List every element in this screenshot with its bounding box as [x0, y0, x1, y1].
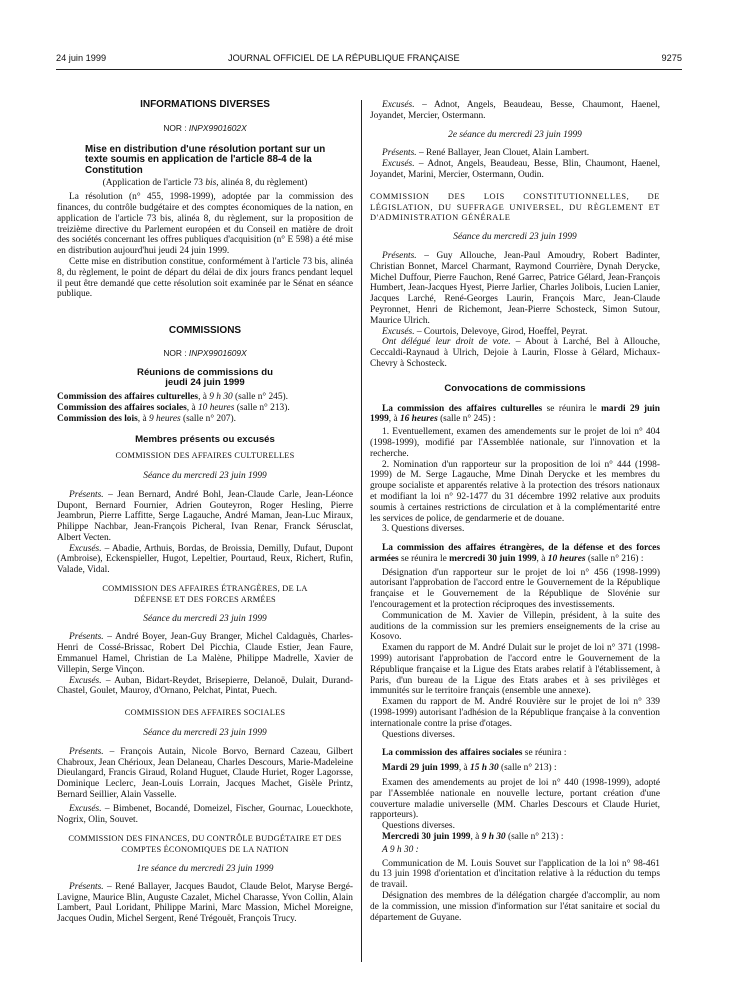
agenda-item: 1. Eventuellement, examen des amendements sur le projet de loi n° 404 (1998-1999), modifié par l'Assemblée nationale, sur l'innovation et la recherche.	[370, 427, 660, 459]
header-page-number: 9275	[661, 53, 682, 63]
convocation-cult-intro	[370, 404, 660, 426]
excuses-label: Excusés.	[69, 543, 102, 554]
fin-excuses-1	[370, 100, 660, 122]
agenda-item: Communication de M. Xavier de Villepin, président, à la suite des auditions de la commission sur les premiers enseignements de la crise au Kosovo.	[370, 610, 660, 643]
convocation-time: 15 h 30	[470, 763, 499, 774]
left-column	[57, 100, 353, 925]
convocation-date: mercredi 30 juin 1999	[449, 553, 537, 564]
convocation-time: 10 heures	[547, 553, 586, 564]
nor-prefix: NOR :	[163, 347, 189, 358]
lois-seance: Séance du mercredi 23 juin 1999	[453, 232, 577, 243]
excuses-list: – Auban, Bidart-Reydet, Brisepierre, Delanoë, Dulait, Durand-Chastel, Goulet, Mauroy, d'Ornano, Pelchat, Pintat, Puech.	[57, 675, 353, 697]
reunion-name: Commission des affaires culturelles	[57, 391, 199, 402]
cult-commission-title: COMMISSION DES AFFAIRES CULTURELLES	[115, 451, 295, 461]
agenda-item: 2. Nomination d'un rapporteur sur la proposition de loi n° 444 (1998-1999) de M. Serge Lagauche, Mme Dinah Derycke et les membres du groupe socialiste et apparentés relative à la protection des trésors nationaux et modifiant la loi n° 92-1477 du 31 décembre 1992 relative aux produits soumis à certaines restrictions de circulation et à la complémentarité entre les services de police, de gendarmerie et de douane.	[370, 459, 660, 524]
presents-list: – Jean Bernard, André Bohl, Jean-Claude Carle, Jean-Léonce Dupont, Bernard Fournier, Adrien Gouteyron, Roger Hesling, Pierre Jeambrun, Pierre Laffitte, Serge Lagauche, André Maman, Jean-Luc Miraux, Philippe Nachbar, Jean-François Picheral, Ivan Renar, Franck Sérusclat, Albert Vecten.	[57, 489, 353, 543]
excuses-list: – Abadie, Arthuis, Bordas, de Broissia, Demilly, Dufaut, Dupont (Ambroise), Eckenspieller, Hugot, Lepeltier, Pourtaud, Reux, Richert, Rufin, Valade, Vidal.	[57, 543, 353, 576]
text-part: , à	[470, 832, 482, 843]
header-journal-title: JOURNAL OFFICIEL DE LA RÉPUBLIQUE FRANÇAISE	[228, 53, 460, 63]
presents-label: Présents.	[69, 881, 104, 892]
agenda-item: Désignation d'un rapporteur sur le projet de loi n° 456 (1998-1999) autorisant l'approbation de l'accord entre le Gouvernement de la République française et le Gouvernement de la République de Slovénie sur l'encouragement et la protection réciproques des investissements.	[370, 567, 660, 611]
text-part: se réunira :	[522, 748, 567, 759]
section-title-informations: INFORMATIONS DIVERSES	[140, 99, 270, 110]
fin-commission-title: COMMISSION DES FINANCES, DU CONTRÔLE BUDGÉTAIRE ET DES COMPTES ÉCONOMIQUES DE LA NATION	[68, 834, 342, 855]
reunion-name: Commission des lois	[57, 413, 138, 424]
presents-label: Présents.	[69, 632, 104, 643]
lois-commission-title: COMMISSION DES LOIS CONSTITUTIONNELLES, DE LÉGISLATION, DU SUFFRAGE UNIVERSEL, DU RÈGLEMENT ET D'ADMINISTRATION GÉNÉRALE	[370, 191, 660, 223]
column-divider	[361, 100, 362, 962]
presents-list: – René Ballayer, Jacques Baudot, Claude Belot, Maryse Bergé-Lavigne, Maurice Blin, Auguste Cazalet, Michel Charasse, Yvon Collin, Alain Lambert, Paul Loridant, Philippe Marini, Marc Massion, Michel Moreigne, Jacques Oudin, Michel Sergent, René Trégouët, François Trucy.	[57, 881, 353, 925]
convocation-time: 9 h 30	[481, 832, 506, 843]
convocation-soc-date-2	[370, 832, 660, 843]
reunion-line: Commission des lois, à 9 heures (salle n° 207).	[57, 413, 236, 424]
excuses-list: – Adnot, Angels, Beaudeau, Besse, Chaumont, Haenel, Joyandet, Mercier, Ostermann.	[370, 100, 660, 121]
nor-code: INPX9901602X	[188, 122, 247, 133]
reunion-salle: (salle n° 213).	[234, 402, 290, 413]
text-part: se réunira le	[542, 403, 602, 414]
cult-presents	[57, 490, 353, 544]
convocation-date: Mardi 29 juin 1999	[382, 763, 459, 774]
soc-time-subheading: A 9 h 30 :	[382, 844, 419, 855]
subtitle-part: (Application de l'article 73	[102, 178, 206, 189]
header-rule	[56, 69, 682, 70]
commission-name: La commission des affaires étrangères, de la défense et des forces armées	[370, 543, 660, 564]
etr-excuses	[57, 676, 353, 698]
text-part: (salle n° 245) :	[437, 414, 496, 425]
reunion-time: 9 heures	[148, 413, 181, 424]
reunion-time: 10 heures	[197, 402, 235, 413]
text-part: , à	[388, 414, 400, 425]
etr-seance: Séance du mercredi 23 juin 1999	[143, 613, 267, 624]
fin-presents-1	[57, 882, 353, 925]
convocation-soc-intro	[370, 748, 660, 759]
presents-list: – Guy Allouche, Jean-Paul Amoudry, Robert Badinter, Christian Bonnet, Marcel Charmant, Raymond Courrière, Dynah Derycke, Michel Duffour, Pierre Fauchon, René Garrec, Patrice Gélard, Jean-François Humbert, Jean-Jacques Hyest, Pierre Jarlier, Charles Jolibois, Lucien Lanier, Jacques Larché, René-Georges Laurin, François Marc, Jean-Claude Peyronnet, Henri de Richemont, Jean-Pierre Schosteck, Simon Sutour, Maurice Ulrich.	[370, 250, 660, 326]
agenda-item: Examen des amendements au projet de loi n° 440 (1998-1999), adopté par l'Assemblée nationale en nouvelle lecture, portant création d'une couverture maladie universelle (MM. Charles Descours et Claude Huriet, rapporteurs).	[370, 778, 660, 821]
lois-excuses	[370, 327, 660, 338]
etr-commission-title: COMMISSION DES AFFAIRES ÉTRANGÈRES, DE LA DÉFENSE ET DES FORCES ARMÉES	[102, 584, 308, 604]
presents-label: Présents.	[382, 250, 417, 261]
text-part: se réunira le	[398, 553, 450, 564]
presents-list: – François Autain, Nicole Borvo, Bernard Cazeau, Gilbert Chabroux, Jean Chérioux, Jean Delaneau, Charles Descours, Marie-Madeleine Dieulangard, Francis Giraud, Roland Huguet, Claude Huriet, Roger Lagorsse, Dominique Leclerc, Jean-Louis Lorrain, Jacques Machet, Gisèle Printz, Bernard Seillier, Alain Vasselle.	[57, 746, 353, 801]
etr-presents	[57, 632, 353, 675]
soc-commission-title: COMMISSION DES AFFAIRES SOCIALES	[124, 708, 286, 718]
soc-seance: Séance du mercredi 23 juin 1999	[143, 728, 267, 739]
convocation-time: 16 heures	[399, 414, 438, 425]
lois-delegations	[370, 337, 660, 369]
presents-list: – André Boyer, Jean-Guy Branger, Michel Caldaguès, Charles-Henri de Cossé-Brissac, Robert Del Picchia, Claude Estier, Jean Faure, Emmanuel Hamel, Christian de La Malène, Philippe Madrelle, Xavier de Villepin, Serge Vinçon.	[57, 632, 353, 675]
reunion-line: Commission des affaires sociales, à 10 heures (salle n° 213).	[57, 402, 290, 413]
convocation-etr-intro	[370, 543, 660, 565]
presents-label: Présents.	[69, 489, 104, 500]
agenda-item: Examen du rapport de M. André Rouvière sur le projet de loi n° 339 (1998-1999) autorisant l'adhésion de la République française à la convention internationale contre la prise d'otages.	[370, 697, 660, 729]
reunion-time: 9 h 30	[209, 391, 233, 402]
fin-presents-2	[370, 148, 660, 159]
convocation-date: Mercredi 30 juin 1999	[382, 832, 471, 843]
membres-title: Membres présents ou excusés	[135, 434, 275, 446]
soc-excuses	[57, 804, 353, 826]
resolution-title: Mise en distribution d'une résolution portant sur un texte soumis en application de l'article 88-4 de la Constitution	[85, 143, 326, 176]
soc-presents	[57, 747, 353, 801]
text-part: (salle n° 213) :	[505, 832, 564, 843]
cult-seance: Séance du mercredi 23 juin 1999	[143, 470, 267, 481]
right-column	[370, 100, 660, 923]
agenda-item: Examen du rapport de M. André Dulait sur le projet de loi n° 371 (1998-1999) autorisant l'approbation de l'accord entre le Gouvernement de la République française et la Ligue des Etats arabes relatif à l'établissement, à Paris, d'un bureau de la Ligue des Etats arabes et à ses privilèges et immunités sur le territoire français (ensemble une annexe).	[370, 643, 660, 697]
excuses-label: Excusés.	[382, 159, 415, 170]
excuses-list: – Adnot, Angels, Beaudeau, Besse, Blin, Chaumont, Haenel, Joyandet, Marini, Mercier, Ostermann, Oudin.	[370, 159, 660, 180]
convocation-date: mardi 29 juin 1999	[370, 403, 660, 425]
excuses-label: Excusés.	[382, 326, 415, 337]
resolution-subtitle	[57, 178, 353, 189]
convocations-title: Convocations de commissions	[444, 382, 586, 394]
text-part: , à	[458, 763, 471, 774]
section-title-commissions: COMMISSIONS	[168, 325, 242, 337]
fin-seance-2: 2e séance du mercredi 23 juin 1999	[448, 129, 582, 140]
convocation-soc-date-1	[370, 763, 660, 774]
excuses-list: – Bimbenet, Bocandé, Domeizel, Fischer, Gournac, Loueckhote, Nogrix, Olin, Souvet.	[57, 803, 353, 825]
subtitle-part: , alinéa 8, du règlement)	[216, 178, 308, 189]
resolution-paragraph-2: Cette mise en distribution constitue, conformément à l'article 73 bis, alinéa 8, du règlement, le point de départ du délai de dix jours francs pendant lequel il peut être demandé que cette résolution soit examinée par le Sénat en séance publique.	[57, 256, 353, 300]
presents-list: – René Ballayer, Jean Clouet, Alain Lambert.	[416, 148, 590, 159]
commission-name: La commission des affaires culturelles	[382, 403, 543, 414]
excuses-label: Excusés.	[69, 675, 102, 686]
agenda-item: Désignation des membres de la délégation chargée d'accomplir, au nom de la commission, une mission d'information sur l'état sanitaire et social du département de Guyane.	[370, 891, 660, 923]
nor-reference-1	[57, 123, 353, 134]
page-header	[56, 53, 682, 67]
agenda-item: Communication de M. Louis Souvet sur l'application de la loi n° 98-461 du 13 juin 1998 d'orientation et d'incitation relative à la réduction du temps de travail.	[370, 858, 660, 891]
nor-reference-2	[57, 348, 353, 359]
resolution-paragraph-1: La résolution (n° 455, 1998-1999), adoptée par la commission des finances, du contrôle budgétaire et des comptes économiques de la nation, en application de l'article 73 bis, alinéa 8, du règlement, sur la proposition de treizième directive du Parlement européen et du Conseil en matière de droit des sociétés concernant les offres publiques d'acquisition (n° E 598) a été mise en distribution aujourd'hui jeudi 24 juin 1999.	[57, 192, 353, 257]
reunion-salle: (salle n° 207).	[180, 413, 236, 424]
presents-label: Présents.	[382, 148, 417, 159]
reunion-name: Commission des affaires sociales	[57, 402, 187, 413]
reunion-salle: (salle n° 245).	[232, 391, 289, 402]
excuses-label: Excusés.	[69, 803, 102, 814]
subtitle-bis: bis	[205, 178, 217, 189]
lois-presents	[370, 251, 660, 327]
cult-excuses	[57, 544, 353, 576]
nor-prefix: NOR :	[163, 122, 189, 133]
fin-seance-1: 1re séance du mercredi 23 juin 1999	[136, 864, 274, 875]
agenda-item: 3. Questions diverses.	[382, 524, 465, 535]
agenda-item: Questions diverses.	[382, 821, 455, 832]
header-date: 24 juin 1999	[56, 53, 107, 63]
commission-name: La commission des affaires sociales	[382, 748, 523, 759]
delegue-label: Ont délégué leur droit de vote.	[382, 337, 511, 348]
fin-excuses-2	[370, 159, 660, 181]
text-part: (salle n° 213) :	[498, 763, 557, 774]
presents-label: Présents.	[69, 746, 104, 757]
delegue-list: – About à Larché, Bel à Allouche, Ceccaldi-Raynaud à Ulrich, Dejoie à Laurin, Flosse à Gélard, Michaux-Chevry à Schosteck.	[370, 337, 660, 369]
text-part: , à	[536, 553, 548, 564]
reunions-title: Réunions de commissions du jeudi 24 juin 1999	[137, 366, 273, 389]
reunion-line: Commission des affaires culturelles, à 9 h 30 (salle n° 245).	[57, 391, 289, 402]
excuses-list: – Courtois, Delevoye, Girod, Hoeffel, Peyrat.	[414, 326, 588, 337]
text-part: (salle n° 216) :	[585, 553, 644, 564]
agenda-item: Questions diverses.	[382, 729, 455, 740]
nor-code: INPX9901609X	[188, 347, 247, 358]
excuses-label: Excusés.	[382, 100, 415, 110]
